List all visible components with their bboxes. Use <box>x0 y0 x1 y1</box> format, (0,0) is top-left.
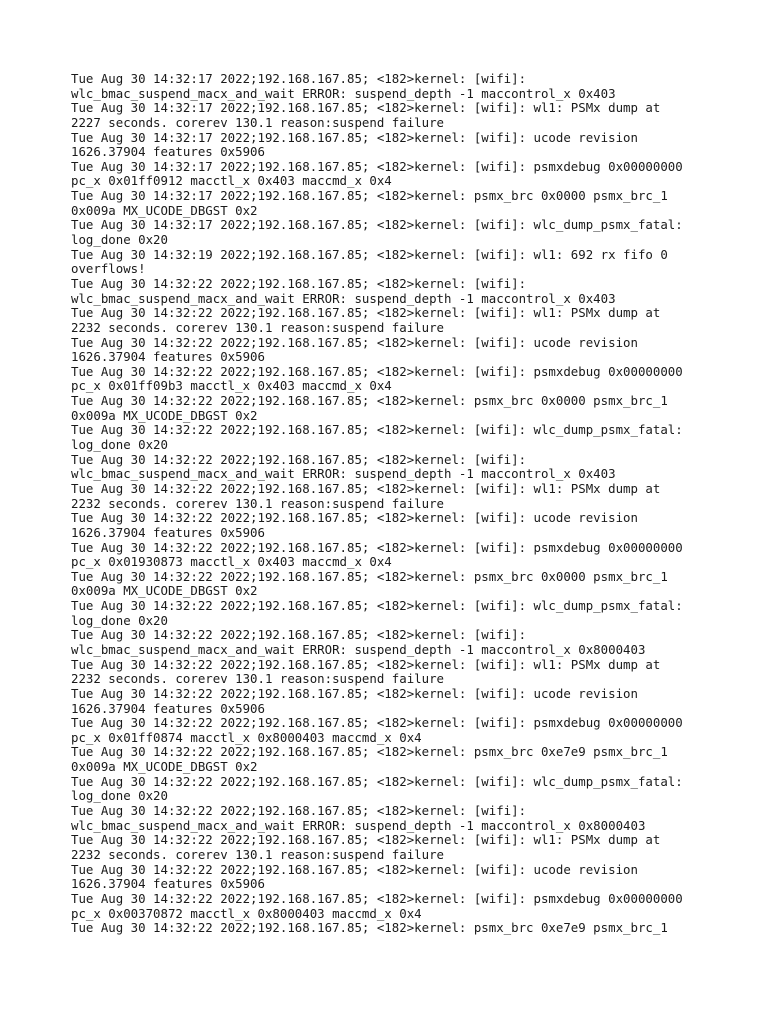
log-line: Tue Aug 30 14:32:22 2022;192.168.167.85; <182>kernel: psmx_brc 0xe7e9 psmx_brc_1 <box>71 744 668 760</box>
log-line: pc_x 0x01ff0912 macctl_x 0x403 maccmd_x 0x4 <box>71 173 392 189</box>
log-line: Tue Aug 30 14:32:22 2022;192.168.167.85; <182>kernel: [wifi]: <box>71 451 527 467</box>
log-line: 2232 seconds. corerev 130.1 reason:suspend failure <box>71 319 444 335</box>
log-line: Tue Aug 30 14:32:22 2022;192.168.167.85; <182>kernel: [wifi]: psmxdebug 0x00000000 <box>71 363 683 379</box>
log-line: Tue Aug 30 14:32:17 2022;192.168.167.85; <182>kernel: [wifi]: psmxdebug 0x00000000 <box>71 158 683 174</box>
log-line: wlc_bmac_suspend_macx_and_wait ERROR: suspend_depth -1 maccontrol_x 0x8000403 <box>71 641 646 657</box>
log-line: 0x009a MX_UCODE_DBGST 0x2 <box>71 583 258 599</box>
log-line: 1626.37904 features 0x5906 <box>71 144 265 160</box>
log-line: 0x009a MX_UCODE_DBGST 0x2 <box>71 407 258 423</box>
log-line: Tue Aug 30 14:32:19 2022;192.168.167.85; <182>kernel: [wifi]: wl1: 692 rx fifo 0 <box>71 246 668 262</box>
log-line: Tue Aug 30 14:32:17 2022;192.168.167.85; <182>kernel: [wifi]: wlc_dump_psmx_fatal: <box>71 217 683 233</box>
log-line: 1626.37904 features 0x5906 <box>71 876 265 892</box>
log-line: 0x009a MX_UCODE_DBGST 0x2 <box>71 202 258 218</box>
log-line: Tue Aug 30 14:32:22 2022;192.168.167.85; <182>kernel: [wifi]: psmxdebug 0x00000000 <box>71 890 683 906</box>
log-line: Tue Aug 30 14:32:22 2022;192.168.167.85; <182>kernel: [wifi]: ucode revision <box>71 510 638 526</box>
log-line: Tue Aug 30 14:32:22 2022;192.168.167.85; <182>kernel: [wifi]: wlc_dump_psmx_fatal: <box>71 598 683 614</box>
log-line: pc_x 0x01ff09b3 macctl_x 0x403 maccmd_x 0x4 <box>71 378 392 394</box>
log-line: Tue Aug 30 14:32:22 2022;192.168.167.85; <182>kernel: [wifi]: wl1: PSMx dump at <box>71 480 661 496</box>
log-line: Tue Aug 30 14:32:17 2022;192.168.167.85; <182>kernel: psmx_brc 0x0000 psmx_brc_1 <box>71 188 668 204</box>
log-line: Tue Aug 30 14:32:22 2022;192.168.167.85; <182>kernel: [wifi]: wlc_dump_psmx_fatal: <box>71 422 683 438</box>
log-line: pc_x 0x01ff0874 macctl_x 0x8000403 maccmd_x 0x4 <box>71 729 422 745</box>
log-line: Tue Aug 30 14:32:17 2022;192.168.167.85; <182>kernel: [wifi]: <box>71 71 527 86</box>
log-line: overflows! <box>71 261 146 277</box>
log-line: 1626.37904 features 0x5906 <box>71 700 265 716</box>
log-line: Tue Aug 30 14:32:22 2022;192.168.167.85; <182>kernel: [wifi]: wl1: PSMx dump at <box>71 656 661 672</box>
log-line: Tue Aug 30 14:32:17 2022;192.168.167.85; <182>kernel: [wifi]: ucode revision <box>71 129 638 145</box>
log-line: log_done 0x20 <box>71 788 168 804</box>
log-line: 2227 seconds. corerev 130.1 reason:suspend failure <box>71 114 444 130</box>
log-line: log_done 0x20 <box>71 437 168 453</box>
log-line: Tue Aug 30 14:32:22 2022;192.168.167.85; <182>kernel: [wifi]: psmxdebug 0x00000000 <box>71 539 683 555</box>
log-line: wlc_bmac_suspend_macx_and_wait ERROR: suspend_depth -1 maccontrol_x 0x403 <box>71 466 616 482</box>
log-line: Tue Aug 30 14:32:22 2022;192.168.167.85; <182>kernel: [wifi]: <box>71 803 527 819</box>
log-line: Tue Aug 30 14:32:22 2022;192.168.167.85; <182>kernel: [wifi]: wlc_dump_psmx_fatal: <box>71 773 683 789</box>
log-line: 1626.37904 features 0x5906 <box>71 524 265 540</box>
log-line: wlc_bmac_suspend_macx_and_wait ERROR: suspend_depth -1 maccontrol_x 0x403 <box>71 290 616 306</box>
log-line: 2232 seconds. corerev 130.1 reason:suspend failure <box>71 495 444 511</box>
log-line: 0x009a MX_UCODE_DBGST 0x2 <box>71 759 258 775</box>
log-line: Tue Aug 30 14:32:22 2022;192.168.167.85; <182>kernel: [wifi]: <box>71 627 527 643</box>
log-line: Tue Aug 30 14:32:17 2022;192.168.167.85; <182>kernel: [wifi]: wl1: PSMx dump at <box>71 100 661 116</box>
log-line: Tue Aug 30 14:32:22 2022;192.168.167.85; <182>kernel: [wifi]: ucode revision <box>71 685 638 701</box>
log-line: Tue Aug 30 14:32:22 2022;192.168.167.85; <182>kernel: [wifi]: ucode revision <box>71 861 638 877</box>
log-line: Tue Aug 30 14:32:22 2022;192.168.167.85; <182>kernel: psmx_brc 0x0000 psmx_brc_1 <box>71 568 668 584</box>
log-line: Tue Aug 30 14:32:22 2022;192.168.167.85; <182>kernel: psmx_brc 0x0000 psmx_brc_1 <box>71 393 668 409</box>
log-line: pc_x 0x01930873 macctl_x 0x403 maccmd_x 0x4 <box>71 554 392 570</box>
log-line: Tue Aug 30 14:32:22 2022;192.168.167.85; <182>kernel: [wifi]: wl1: PSMx dump at <box>71 832 661 848</box>
log-line: Tue Aug 30 14:32:22 2022;192.168.167.85; <182>kernel: [wifi]: psmxdebug 0x00000000 <box>71 715 683 731</box>
log-line: pc_x 0x00370872 macctl_x 0x8000403 maccmd_x 0x4 <box>71 905 422 921</box>
log-line: wlc_bmac_suspend_macx_and_wait ERROR: suspend_depth -1 maccontrol_x 0x8000403 <box>71 817 646 833</box>
log-line: log_done 0x20 <box>71 612 168 628</box>
log-line: 2232 seconds. corerev 130.1 reason:suspend failure <box>71 671 444 687</box>
log-line: Tue Aug 30 14:32:22 2022;192.168.167.85; <182>kernel: psmx_brc 0xe7e9 psmx_brc_1 <box>71 920 668 936</box>
log-line: Tue Aug 30 14:32:22 2022;192.168.167.85; <182>kernel: [wifi]: <box>71 275 527 291</box>
log-line: 2232 seconds. corerev 130.1 reason:suspend failure <box>71 846 444 862</box>
log-line: log_done 0x20 <box>71 232 168 248</box>
log-text-block <box>71 72 731 936</box>
log-line: 1626.37904 features 0x5906 <box>71 349 265 365</box>
log-line: Tue Aug 30 14:32:22 2022;192.168.167.85; <182>kernel: [wifi]: wl1: PSMx dump at <box>71 305 661 321</box>
log-line: Tue Aug 30 14:32:22 2022;192.168.167.85; <182>kernel: [wifi]: ucode revision <box>71 334 638 350</box>
log-line: wlc_bmac_suspend_macx_and_wait ERROR: suspend_depth -1 maccontrol_x 0x403 <box>71 85 616 101</box>
